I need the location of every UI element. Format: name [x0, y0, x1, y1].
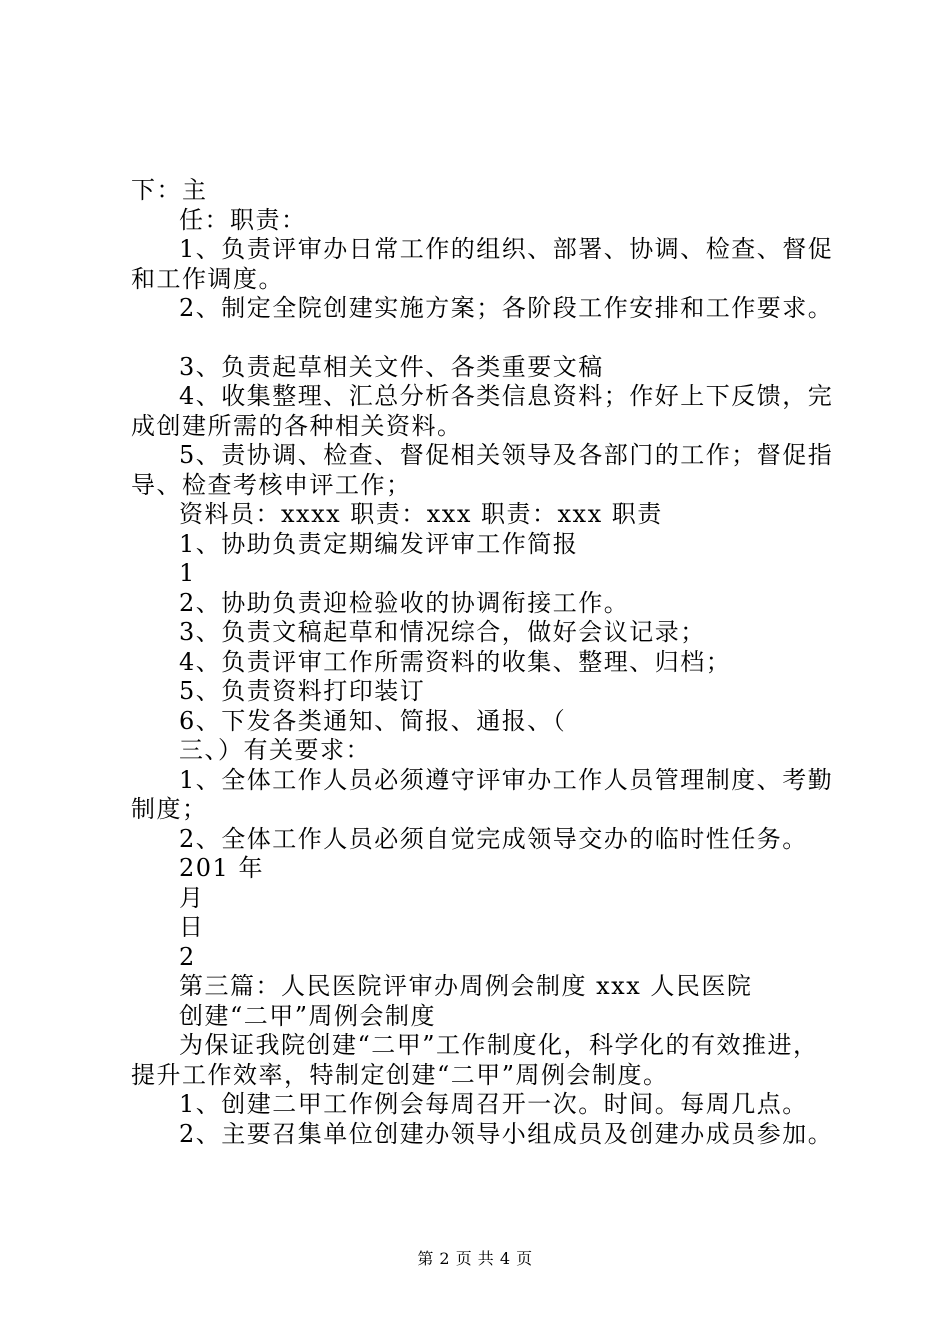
text-line: 任：职责：: [179, 205, 307, 234]
text-line: 下：主: [131, 176, 208, 204]
text-line: 月: [179, 883, 205, 912]
text-line: 5、负责资料打印装订: [179, 677, 426, 705]
text-line: 4、负责评审工作所需资料的收集、整理、归档；: [179, 647, 732, 676]
document-body: [131, 176, 834, 1149]
text-line: 第三篇：人民医院评审办周例会制度 xxx 人民医院: [179, 972, 753, 1000]
text-line: 6、下发各类通知、简报、通报、（: [179, 706, 567, 735]
text-line: 三、）有关要求：: [179, 736, 371, 764]
text-line: 1、负责评审办日常工作的组织、部署、协调、检查、督促: [179, 235, 834, 263]
page-footer: 第 2 页 共 4 页: [417, 1249, 533, 1268]
text-line: 2: [179, 942, 196, 971]
text-line: 4、收集整理、汇总分析各类信息资料；作好上下反馈，完: [179, 382, 834, 410]
text-line: 3、负责文稿起草和情况综合，做好会议记录；: [179, 618, 706, 646]
text-line: 2、制定全院创建实施方案；各阶段工作安排和工作要求。: [179, 294, 834, 322]
text-line: 5、责协调、检查、督促相关领导及各部门的工作；督促指: [179, 441, 834, 469]
text-line: 和工作调度。: [131, 264, 284, 293]
text-line: 成创建所需的各种相关资料。: [131, 411, 463, 440]
text-line: 资料员：xxxx 职责：xxx 职责：xxx 职责: [179, 500, 663, 528]
blank-line: [131, 324, 831, 353]
text-line: 日: [179, 913, 205, 941]
text-line: 1、全体工作人员必须遵守评审办工作人员管理制度、考勤: [179, 765, 834, 794]
text-line: 2、全体工作人员必须自觉完成领导交办的临时性任务。: [179, 824, 808, 853]
text-line: 制度；: [131, 795, 208, 823]
text-line: 2、协助负责迎检验收的协调衔接工作。: [179, 588, 630, 617]
text-line: 创建“二甲”周例会制度: [179, 1001, 437, 1030]
text-line: 导、检查考核申评工作；: [131, 470, 412, 499]
text-line: 1、创建二甲工作例会每周召开一次。时间。每周几点。: [179, 1090, 808, 1118]
text-line: 为保证我院创建“二甲”工作制度化，科学化的有效推进，: [179, 1031, 819, 1059]
text-line: 1: [179, 559, 196, 587]
text-line: 3、负责起草相关文件、各类重要文稿: [179, 352, 604, 381]
text-line: 1、协助负责定期编发评审工作简报: [179, 529, 579, 558]
text-line: 201 年: [179, 854, 264, 882]
text-line: 提升工作效率，特制定创建“二甲”周例会制度。: [131, 1060, 669, 1089]
text-line: 2、主要召集单位创建办领导小组成员及创建办成员参加。: [179, 1119, 834, 1148]
